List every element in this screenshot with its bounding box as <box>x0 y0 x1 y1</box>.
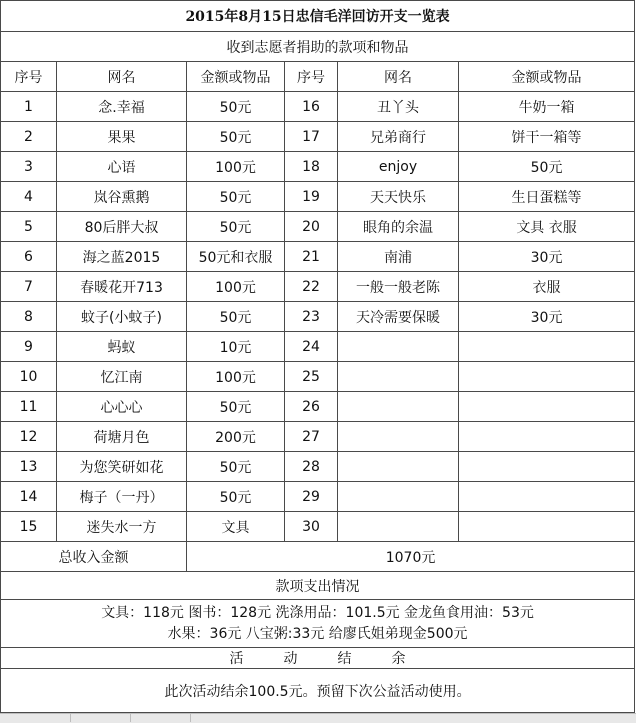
donor-number: 3 <box>1 152 57 182</box>
donor-name: 海之蓝2015 <box>57 242 187 272</box>
donor-name: 眼角的余温 <box>338 212 459 242</box>
total-row <box>1 542 635 572</box>
donation-amount: 30元 <box>459 302 635 332</box>
expense-line: 水果：36元 八宝粥:33元 给廖氏姐弟现金500元 <box>167 625 468 642</box>
donor-name: 天天快乐 <box>338 182 459 212</box>
donation-amount: 50元 <box>187 452 285 482</box>
donor-name <box>338 452 459 482</box>
donor-number: 9 <box>1 332 57 362</box>
donation-amount: 200元 <box>187 422 285 452</box>
donor-number: 20 <box>285 212 338 242</box>
donation-amount <box>459 362 635 392</box>
donor-number: 28 <box>285 452 338 482</box>
donation-row <box>1 332 635 362</box>
donation-amount: 50元 <box>187 122 285 152</box>
donation-amount <box>459 482 635 512</box>
donation-amount: 文具 衣服 <box>459 212 635 242</box>
donor-number: 5 <box>1 212 57 242</box>
donor-name: 迷失水一方 <box>57 512 187 542</box>
donation-row <box>1 182 635 212</box>
donor-number: 14 <box>1 482 57 512</box>
donor-name: 一般一般老陈 <box>338 272 459 302</box>
donation-row <box>1 152 635 182</box>
sheet-title: 2015年8月15日忠信毛洋回访开支一览表 <box>1 1 635 32</box>
donor-name <box>338 422 459 452</box>
balance-title-char: 活 <box>229 651 244 667</box>
header-row <box>1 62 635 92</box>
donor-number: 15 <box>1 512 57 542</box>
donor-number: 18 <box>285 152 338 182</box>
donor-name: 荷塘月色 <box>57 422 187 452</box>
donor-number: 2 <box>1 122 57 152</box>
balance-title-char: 余 <box>391 651 406 667</box>
donation-amount <box>459 452 635 482</box>
donor-name <box>338 362 459 392</box>
donation-amount: 50元 <box>187 482 285 512</box>
donor-number: 11 <box>1 392 57 422</box>
donation-row <box>1 212 635 242</box>
donor-name: 心语 <box>57 152 187 182</box>
received-section-title: 收到志愿者捐助的款项和物品 <box>1 32 635 62</box>
donor-number: 26 <box>285 392 338 422</box>
donor-number: 19 <box>285 182 338 212</box>
sheet-tab[interactable] <box>30 714 71 722</box>
donor-name <box>338 512 459 542</box>
donation-amount: 100元 <box>187 152 285 182</box>
donor-number: 17 <box>285 122 338 152</box>
donor-name: 丑丫头 <box>338 92 459 122</box>
donation-row <box>1 302 635 332</box>
sheet-tab[interactable] <box>130 714 191 722</box>
donor-name: 80后胖大叔 <box>57 212 187 242</box>
header-cell: 序号 <box>285 62 338 92</box>
donor-number: 8 <box>1 302 57 332</box>
sheet-tab[interactable] <box>70 714 131 722</box>
donation-amount: 50元 <box>187 392 285 422</box>
donation-amount: 50元 <box>459 152 635 182</box>
donor-number: 6 <box>1 242 57 272</box>
donation-amount <box>459 512 635 542</box>
donation-amount: 50元和衣服 <box>187 242 285 272</box>
header-cell: 网名 <box>338 62 459 92</box>
donation-amount: 50元 <box>187 182 285 212</box>
donation-row <box>1 272 635 302</box>
donor-name: 念.幸福 <box>57 92 187 122</box>
balance-title-char: 结 <box>337 651 352 667</box>
donor-number: 25 <box>285 362 338 392</box>
donation-amount <box>459 422 635 452</box>
expense-section-title: 款项支出情况 <box>1 572 635 600</box>
donor-number: 1 <box>1 92 57 122</box>
donation-amount: 生日蛋糕等 <box>459 182 635 212</box>
balance-note: 此次活动结余100.5元。预留下次公益活动使用。 <box>1 669 635 713</box>
donor-name: 兄弟商行 <box>338 122 459 152</box>
donor-number: 12 <box>1 422 57 452</box>
donation-row <box>1 482 635 512</box>
donation-amount: 牛奶一箱 <box>459 92 635 122</box>
donation-row <box>1 242 635 272</box>
donation-amount: 50元 <box>187 92 285 122</box>
donation-row <box>1 92 635 122</box>
donor-number: 22 <box>285 272 338 302</box>
donation-row <box>1 122 635 152</box>
donation-row <box>1 392 635 422</box>
balance-title-char: 动 <box>283 651 298 667</box>
donor-number: 16 <box>285 92 338 122</box>
donor-name: 春暖花开713 <box>57 272 187 302</box>
donation-row <box>1 512 635 542</box>
donation-amount: 30元 <box>459 242 635 272</box>
donor-name: 为您笑研如花 <box>57 452 187 482</box>
donor-name: 岚谷熏鹅 <box>57 182 187 212</box>
header-cell: 金额或物品 <box>459 62 635 92</box>
donor-name <box>338 392 459 422</box>
donation-amount: 10元 <box>187 332 285 362</box>
donor-name: 梅子（一丹） <box>57 482 187 512</box>
donor-name <box>338 332 459 362</box>
donor-number: 30 <box>285 512 338 542</box>
donation-amount: 文具 <box>187 512 285 542</box>
donor-name: 心心心 <box>57 392 187 422</box>
expense-line: 文具：118元 图书：128元 洗涤用品：101.5元 金龙鱼食用油：53元 <box>101 604 534 621</box>
header-cell: 金额或物品 <box>187 62 285 92</box>
donor-name: 南浦 <box>338 242 459 272</box>
donor-name <box>338 482 459 512</box>
donor-name: 蚂蚁 <box>57 332 187 362</box>
donor-number: 10 <box>1 362 57 392</box>
donor-number: 7 <box>1 272 57 302</box>
donor-number: 21 <box>285 242 338 272</box>
donation-amount: 饼干一箱等 <box>459 122 635 152</box>
expense-details <box>1 600 635 648</box>
donation-row <box>1 452 635 482</box>
donation-row <box>1 362 635 392</box>
total-label: 总收入金额 <box>1 542 187 572</box>
donation-amount <box>459 392 635 422</box>
donor-name: enjoy <box>338 152 459 182</box>
donor-name: 天冷需要保暖 <box>338 302 459 332</box>
donation-amount: 50元 <box>187 212 285 242</box>
donation-amount: 50元 <box>187 302 285 332</box>
donor-number: 13 <box>1 452 57 482</box>
header-cell: 序号 <box>1 62 57 92</box>
donor-name: 果果 <box>57 122 187 152</box>
donation-amount: 100元 <box>187 272 285 302</box>
donation-row <box>1 422 635 452</box>
header-cell: 网名 <box>57 62 187 92</box>
total-value: 1070元 <box>187 542 635 572</box>
donor-number: 24 <box>285 332 338 362</box>
donation-amount: 衣服 <box>459 272 635 302</box>
donation-amount <box>459 332 635 362</box>
donor-name: 忆江南 <box>57 362 187 392</box>
donation-amount: 100元 <box>187 362 285 392</box>
balance-section-title <box>1 648 635 669</box>
donor-number: 27 <box>285 422 338 452</box>
donor-number: 29 <box>285 482 338 512</box>
donor-number: 23 <box>285 302 338 332</box>
donor-name: 蚊子(小蚊子) <box>57 302 187 332</box>
donor-number: 4 <box>1 182 57 212</box>
